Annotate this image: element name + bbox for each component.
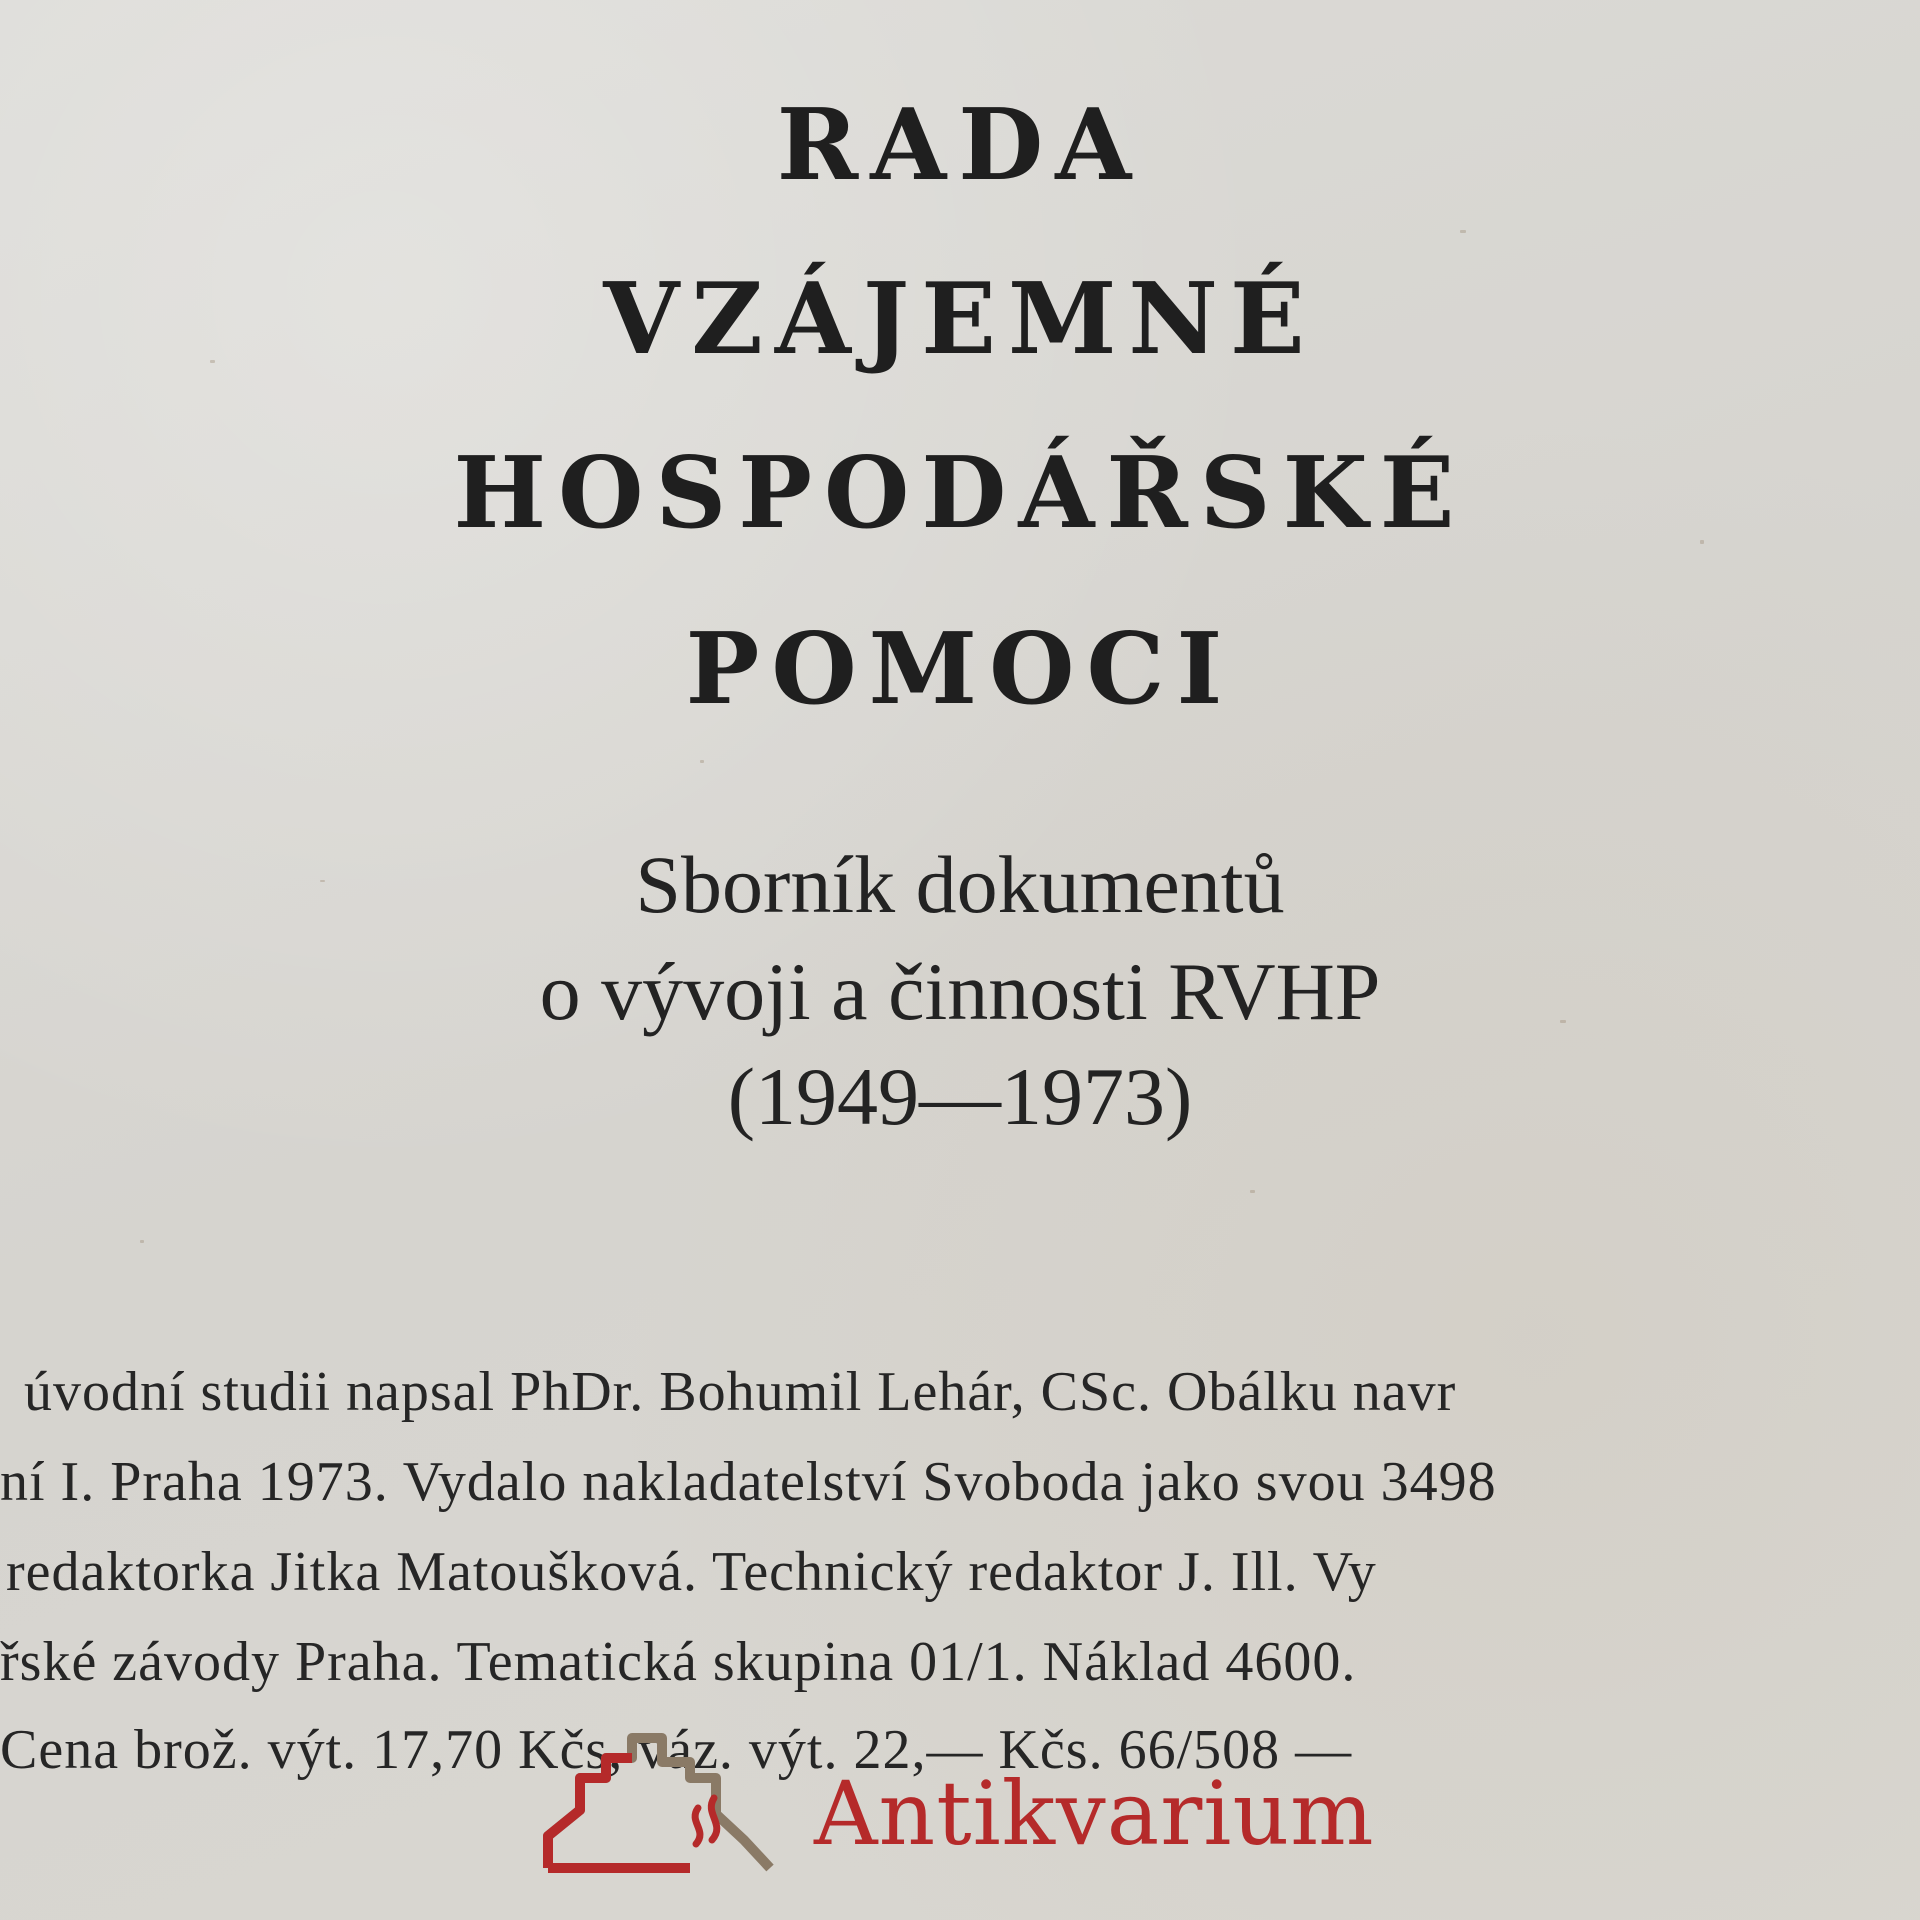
- subtitle-line-1: Sborník dokumentů: [635, 839, 1285, 930]
- castle-ruin-logo-icon: [540, 1718, 780, 1878]
- paper-speck: [1250, 1190, 1255, 1193]
- title-line-3: HOSPODÁŘSKÉ: [453, 436, 1467, 551]
- paper-speck: [1460, 230, 1466, 233]
- imprint-line-4: řské závody Praha. Tematická skupina 01/1. Náklad 4600.: [0, 1631, 1357, 1693]
- paper-speck: [140, 1240, 144, 1243]
- watermark-text: Antikvarium: [814, 1762, 1375, 1865]
- imprint-line-2: ní I. Praha 1973. Vydalo nakladatelství Svoboda jako svou 3498: [0, 1451, 1497, 1513]
- title-line-4: POMOCI: [685, 612, 1235, 727]
- title-line-2: VZÁJEMNÉ: [603, 262, 1317, 377]
- imprint-line-5: Cena brož. výt. 17,70 Kčs, váz. výt. 22,— Kčs. 66/508 —: [0, 1719, 1353, 1781]
- subtitle-line-3: (1949—1973): [727, 1051, 1193, 1142]
- paper-speck: [700, 760, 704, 763]
- subtitle-line-2: o vývoji a činnosti RVHP: [539, 946, 1381, 1037]
- antikvarium-watermark: [540, 1718, 1400, 1878]
- imprint-line-1: úvodní studii napsal PhDr. Bohumil Lehár, CSc. Obálku navr: [24, 1361, 1457, 1423]
- title-line-1: RADA: [776, 88, 1144, 203]
- imprint-line-3: redaktorka Jitka Matoušková. Technický redaktor J. Ill. Vy: [6, 1541, 1377, 1603]
